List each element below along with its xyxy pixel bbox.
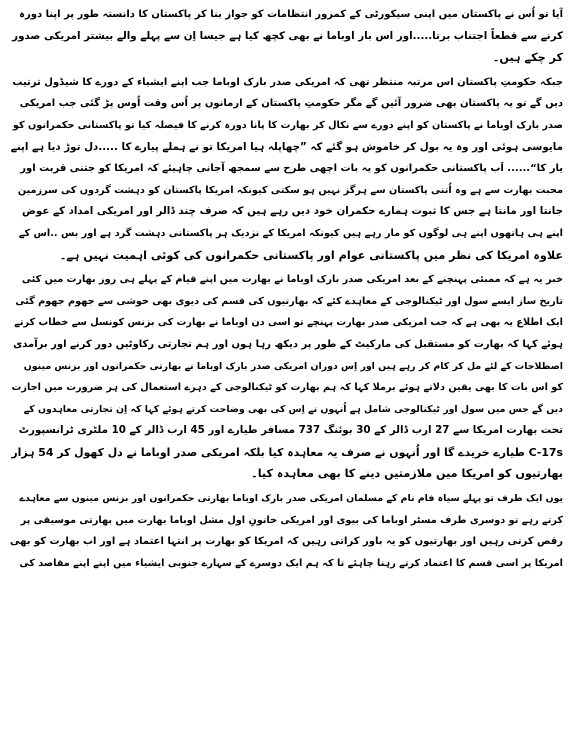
text-line: محبت بھارت سے ہے وہ اُتنی پاکستان سے ہرگز نہیں ہو سکتی کیونکہ امریکا پاکستان کو دہشت گردوں کی سرزمین	[17, 184, 563, 196]
paragraph-1	[8, 4, 563, 69]
text-line: جبکہ حکومتِ پاکستان اس مرتبہ منتظر تھی کہ امریکی صدر بارک اوباما جب اپنے ایشیاء کے دورے کا شیڈول ترتیب	[12, 76, 563, 88]
text-line: تاریخ ساز ایسے سول اور ٹیکنالوجی کے معاہدے کئے کہ بھارتیوں کی قسم کی دیوی بھی خوشی سے جھوم جھوم گئی	[15, 295, 563, 307]
paragraph-2	[8, 72, 563, 266]
text-line: کر چکے ہیں۔	[492, 51, 563, 65]
text-line: صدر بارک اوباما نے پاکستان کو اپنے دورے سے نکال کر بھارت کا پانا دورہ کرنے کا فیصلہ کیا تو پاکستانی حکمرانوں کو	[12, 119, 563, 131]
text-line: رقص کرتی رہیں اور بھارتیوں کو یہ باور کراتی رہیں کہ امریکا کو بھارت پر انتہا اعتماد ہے اور اب بھارت کو بھی	[10, 536, 563, 548]
paragraph-3	[8, 269, 563, 485]
text-line: یار کا“...... اَب پاکستانی حکمرانوں کو یہ بات اچھی طرح سے سمجھ آجانی چاہیئے کہ امریکا کو جتنی قربت اور	[20, 163, 563, 175]
text-line: کو اس بات کا بھی یقین دلاتے ہوئے برملا کہا کہ ہم بھارت کو ٹیکنالوجی کے دہرے استعمال کی ہر ضرورت میں اجازت	[11, 382, 563, 394]
text-line: کرتے رہے تو دوسری طرف مسٹر اوباما کی بیوی اور امریکی خاتونِ اول مشل اوباما بھارت میں بھارتی موسیقی پر	[20, 514, 563, 526]
text-line: تحت بھارت امریکا سے 27 ارب ڈالر کے 30 بوئنگ 737 مسافر طیارے اور 45 ارب ڈالر کے 10 ملٹری ٹرانسپورٹ	[18, 424, 563, 437]
text-line: C-17s طیارے خریدے گا اور اُنہوں نے صرف یہ معاہدہ کیا بلکہ امریکی صدر اوباما نے دل کھول کر 54 ہزار	[11, 445, 563, 459]
text-line: دیں گے تو یہ پاکستان بھی ضرور آئیں گے مگر حکومتِ پاکستان کے ارمانوں پر اُس وقت اُوس پڑ گئی جب امریکی	[19, 98, 563, 110]
text-line: امریکا پر اسی قسم کا اعتماد کرتے رہنا چاہئے تا کہ ہم ایک دوسرے کے سہارے جنوبی ایشیاء میں اپنے اپنے مقاصد کی	[19, 557, 563, 569]
text-line: مایوسی ہوئی اور وہ یہ بول کر خاموش ہو گئے کہ ”چھاپلہ ہیا امریکا تو نے ہملے پیارے کا .....دل توڑ دیا ہے اپنے	[10, 140, 563, 153]
text-line: علاوہ امریکا کی نظر میں پاکستانی عوام اور پاکستانی حکمرانوں کی کوئی اہمیت نہیں ہے۔	[59, 248, 563, 262]
text-line: خبر یہ ہے کہ ممبئی پہنچنے کے بعد امریکی صدر بارک اوباما نے بھارت میں اپنے قیام کے پہلے ہی روز بھارت میں کئی	[21, 274, 563, 286]
text-line: اپنے ہی ہاتھوں اپنے ہی لوگوں کو مار رہے ہیں کیونکہ امریکا کے نزدیک ہر پاکستانی دہشت گرد ہے اور بس ..اس کے	[18, 227, 563, 239]
text-line: آیا تو اُس نے پاکستان میں اپنی سیکورٹی کے کمزور انتظامات کو جواز بنا کر پاکستان کا دانستہ طور پر اپنا دورہ	[19, 9, 563, 20]
text-line: ہوئے کہا کہ بھارت کو مستقبل کی مارکیٹ کے طور پر دیکھ رہا ہوں اور ہم تجارتی رکاوٹیں دور کرنے اور برآمدی	[13, 338, 563, 350]
text-line: بھارتیوں کو امریکا میں ملازمتیں دینے کا بھی معاہدہ کیا۔	[251, 467, 563, 481]
text-line: اصطلاحات کے لئے مل کر کام کر رہے ہیں اور اِس دوران امریکی صدر بارک اوباما نے بھارتی حکمرانوں اور بزنس مینوں	[23, 360, 563, 372]
text-line: دیں گے جس میں سول اور ٹیکنالوجی شامل ہے اُنہوں نے اِس کی بھی وضاحت کرتے ہوئے کہا کہ اِن تجارتی معاہدوں کے	[23, 403, 563, 415]
text-line: یوں ایک طرف تو پہلے سیاہ فام نام کے مسلمان امریکی صدر بارک اوباما بھارتی حکمرانوں اور بزنس مینوں سے معاہدے	[19, 493, 563, 505]
text-line: جانتا اور مانتا ہے جس کا ثبوت ہمارے حکمران خود دیں رہے ہیں کہ صرف چند ڈالر اور امریکی امداد کے عوض	[22, 205, 563, 218]
text-line: کرنے سے قطعاً اجتناب برتا.....اور اس بار اوباما نے بھی کچھ کیا ہے جیسا اِن سے پہلے والے بیشتر امریکی صدور	[12, 29, 563, 42]
text-line: ایک اطلاع یہ بھی ہے کہ جب امریکی صدر بھارت پہنچے تو اسی دن اوباما نے بھارت کی بزنس کونسل سے خطاب کرتے	[14, 317, 563, 329]
paragraph-4	[8, 488, 563, 574]
